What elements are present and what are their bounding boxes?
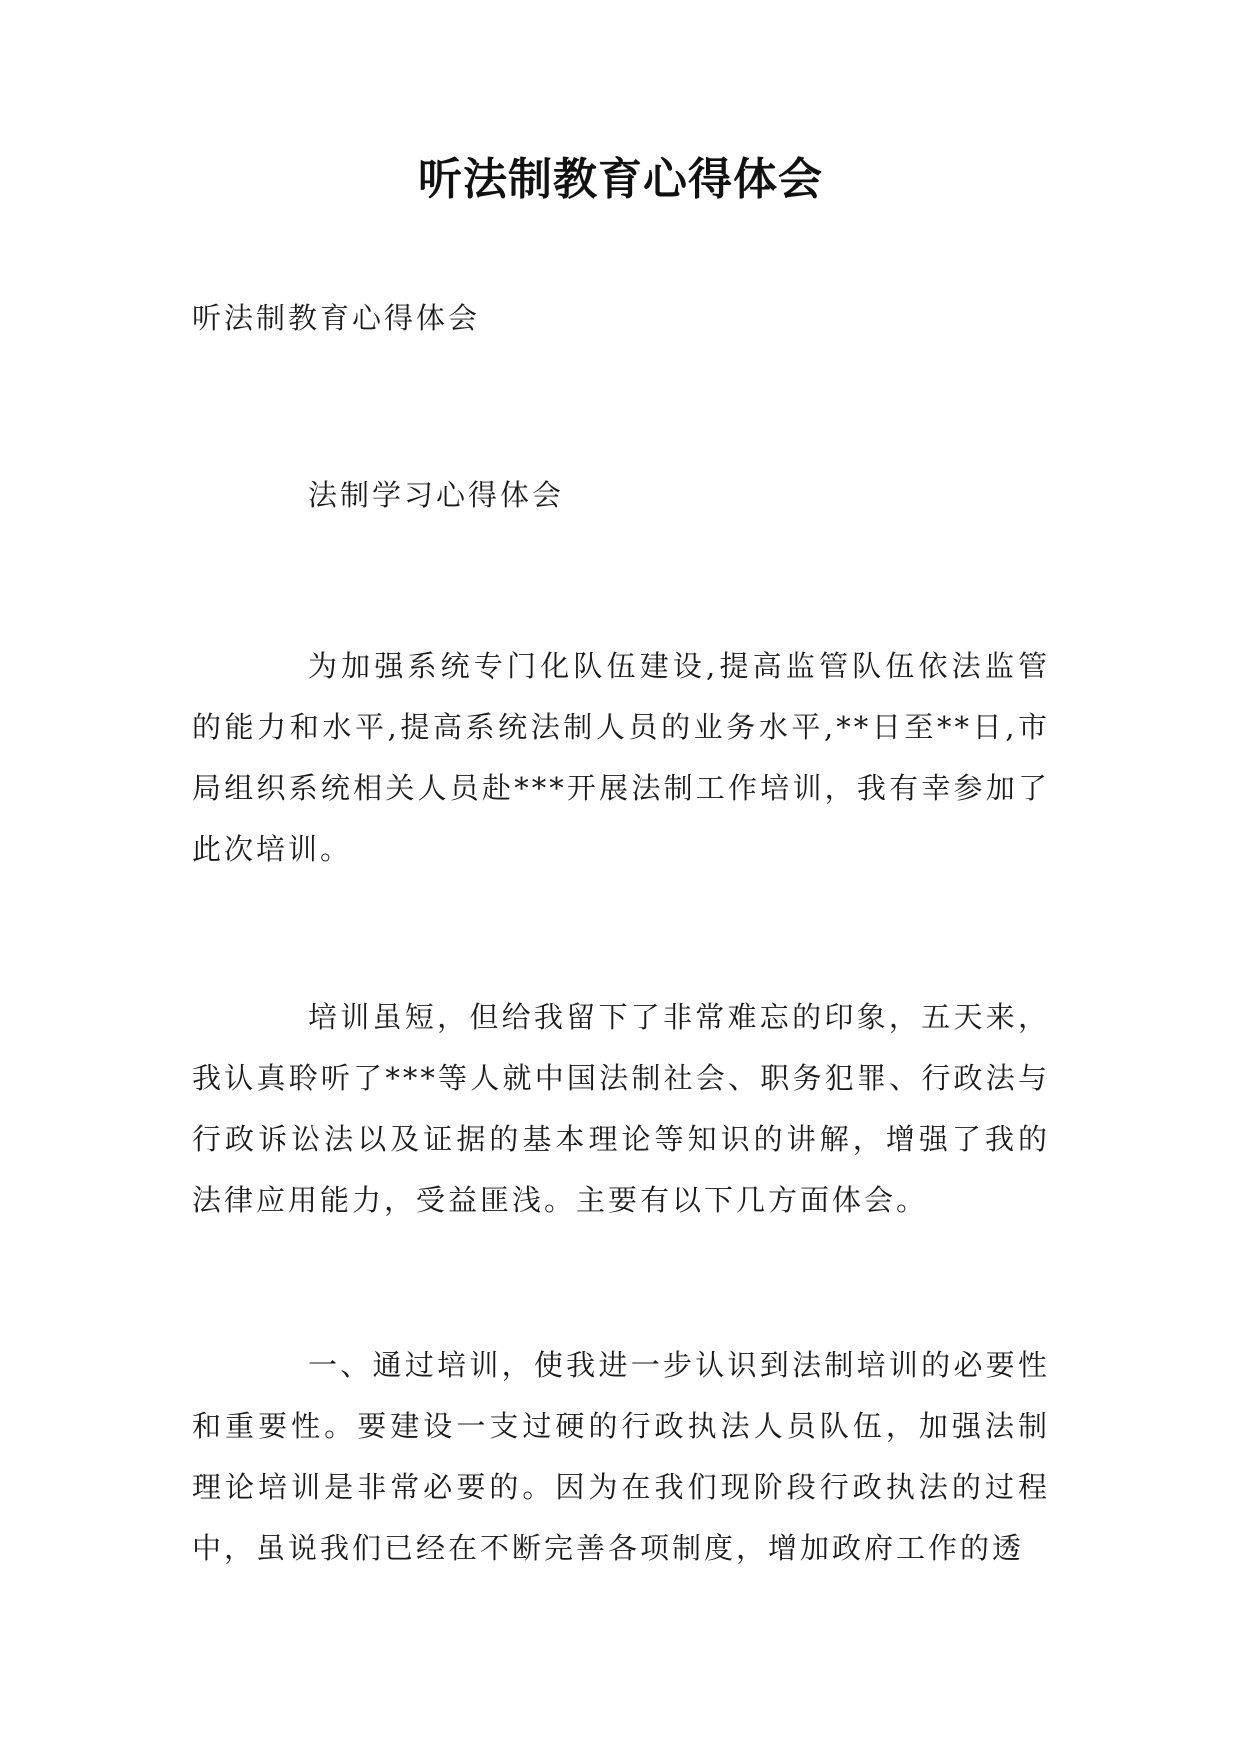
paragraph-point-one: 一、通过培训，使我进一步认识到法制培训的必要性和重要性。要建设一支过硬的行政执法人员队伍，加强法制理论培训是非常必要的。因为在我们现阶段行政执法的过程中，虽说我们已经在不断完善各项制度，增加政府工作的透 (192, 1348, 1050, 1565)
paragraph-intro: 为加强系统专门化队伍建设,提高监管队伍依法监管的能力和水平,提高系统法制人员的业务水平,**日至**日,市局组织系统相关人员赴***开展法制工作培训，我有幸参加了此次培训。 (192, 649, 1050, 866)
section-heading: 法制学习心得体会 (308, 478, 565, 512)
document-title: 听法制教育心得体会 (418, 154, 823, 205)
document-subtitle: 听法制教育心得体会 (192, 301, 481, 335)
paragraph-impression: 培训虽短，但给我留下了非常难忘的印象，五天来，我认真聆听了***等人就中国法制社会、职务犯罪、行政法与行政诉讼法以及证据的基本理论等知识的讲解，增强了我的法律应用能力，受益匪浅。主要有以下几方面体会。 (192, 1000, 1050, 1217)
